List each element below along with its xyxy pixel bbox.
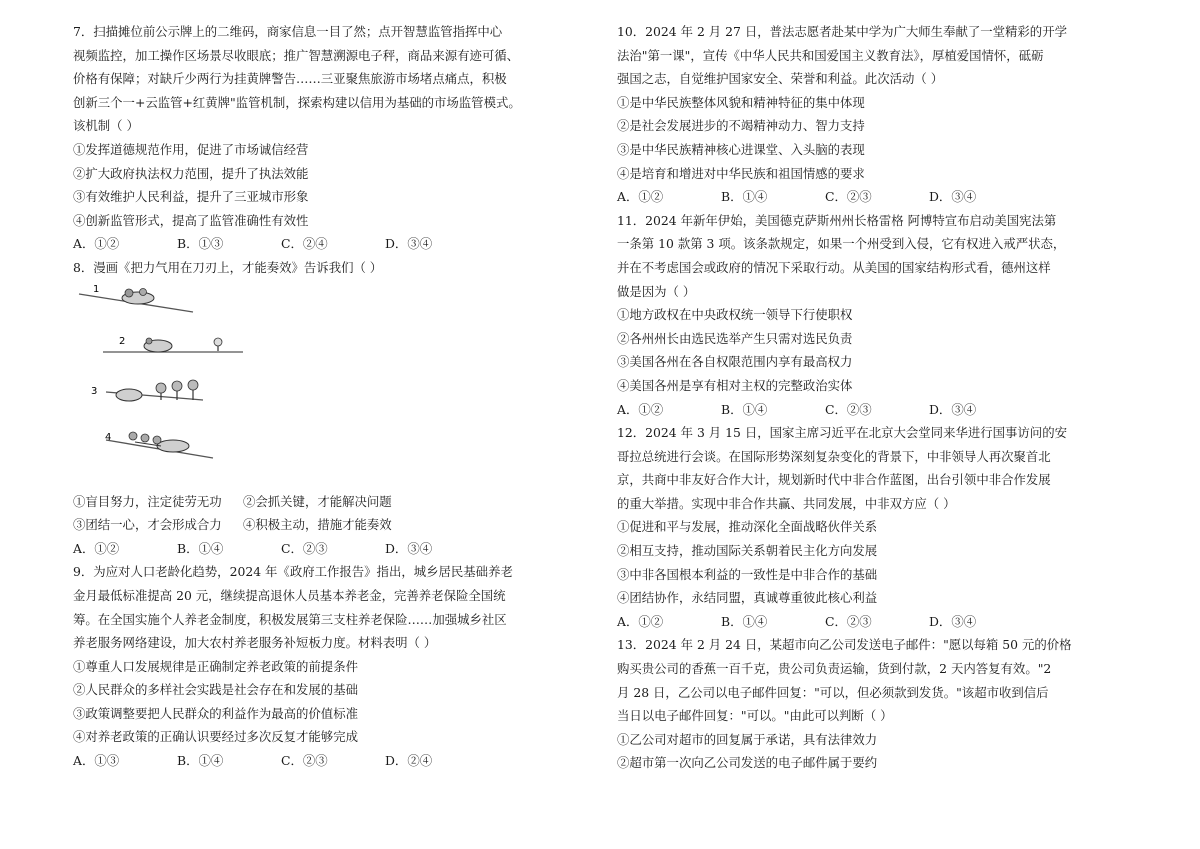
choice-b: B．①④ bbox=[721, 401, 768, 417]
choice-d: D．③④ bbox=[929, 613, 977, 629]
choice-a: A．①② bbox=[617, 613, 664, 629]
question-13 bbox=[617, 633, 1137, 775]
q11-stem-line: 11．2024 年新年伊始，美国德克萨斯州州长格雷格 阿博特宣布启动美国宪法第 bbox=[617, 212, 1057, 228]
q7-stem-line: 创新三个一+云监管+红黄牌"监管机制，探索构建以信用为基础的市场监管模式。 bbox=[73, 94, 521, 110]
q10-option: ③是中华民族精神核心进课堂、入头脑的表现 bbox=[617, 141, 865, 157]
q7-option: ③有效维护人民利益，提升了三亚城市形象 bbox=[73, 189, 309, 205]
choice-d: D．③④ bbox=[929, 401, 977, 417]
q7-choices bbox=[73, 232, 593, 256]
choice-d: D．③④ bbox=[385, 540, 433, 556]
comic-panel-number: 1 bbox=[93, 283, 100, 295]
q9-option: ③政策调整要把人民群众的利益作为最高的价值标准 bbox=[73, 705, 358, 721]
q13-stem-line: 月 28 日，乙公司以电子邮件回复："可以，但必须款到发货。"该超市收到信后 bbox=[617, 684, 1049, 700]
q8-options-row bbox=[73, 513, 593, 537]
right-column bbox=[617, 20, 1137, 775]
q12-option: ②相互支持，推动国际关系朝着民主化方向发展 bbox=[617, 543, 878, 559]
q9-stem-line: 养老服务网络建设，加大农村养老服务补短板力度。材料表明（ ） bbox=[73, 635, 437, 651]
q13-stem-line: 当日以电子邮件回复："可以。"由此可以判断（ ） bbox=[617, 708, 893, 724]
q11-option: ②各州州长由选民选举产生只需对选民负责 bbox=[617, 330, 853, 346]
q12-stem-line: 京，共商中非友好合作大计，规划新时代中非合作蓝图，出台引领中非合作发展 bbox=[617, 472, 1051, 488]
question-10 bbox=[617, 20, 1137, 209]
q11-option: ①地方政权在中央政权统一领导下行使职权 bbox=[617, 307, 853, 323]
question-8 bbox=[73, 256, 593, 560]
q7-stem-line: 视频监控，加工操作区场景尽收眼底；推广智慧溯源电子秤，商品来源有迹可循、 bbox=[73, 47, 520, 63]
q10-option: ②是社会发展进步的不竭精神动力、智力支持 bbox=[617, 118, 865, 134]
choice-d: D．③④ bbox=[929, 189, 977, 205]
q11-stem-line: 一条第 10 款第 3 项。该条款规定，如果一个州受到入侵，它有权进入戒严状态， bbox=[617, 236, 1066, 252]
choice-c: C．②③ bbox=[281, 753, 328, 769]
choice-a: A．①② bbox=[73, 236, 120, 252]
q8-choices bbox=[73, 537, 593, 561]
q12-option: ③中非各国根本利益的一致性是中非合作的基础 bbox=[617, 566, 878, 582]
q10-choices bbox=[617, 185, 1137, 209]
choice-b: B．①③ bbox=[177, 236, 224, 252]
comic-panel-number: 2 bbox=[119, 335, 126, 347]
q12-option: ④团结协作，永结同盟，真诚尊重彼此核心利益 bbox=[617, 590, 878, 606]
q8-option: ④积极主动，措施才能奏效 bbox=[243, 517, 392, 533]
question-7 bbox=[73, 20, 593, 256]
q11-stem-line: 并在不考虑国会或政府的情况下采取行动。从美国的国家结构形式看，德州这样 bbox=[617, 259, 1051, 275]
choice-a: A．①③ bbox=[73, 753, 120, 769]
q11-choices bbox=[617, 398, 1137, 422]
choice-b: B．①④ bbox=[721, 189, 768, 205]
q9-option: ②人民群众的多样社会实践是社会存在和发展的基础 bbox=[73, 682, 358, 698]
question-11 bbox=[617, 209, 1137, 421]
q8-option: ③团结一心，才会形成合力 bbox=[73, 517, 222, 533]
q7-stem-line: 7．扫描摊位前公示牌上的二维码，商家信息一目了然；点开智慧监管指挥中心 bbox=[73, 24, 503, 39]
choice-b: B．①④ bbox=[177, 540, 224, 556]
q13-option: ②超市第一次向乙公司发送的电子邮件属于要约 bbox=[617, 755, 878, 771]
choice-c: C．②③ bbox=[825, 401, 872, 417]
choice-a: A．①② bbox=[617, 401, 664, 417]
q10-stem-line: 10．2024 年 2 月 27 日，普法志愿者赴某中学为广大师生奉献了一堂精彩的开学 bbox=[617, 24, 1067, 39]
q9-stem-line: 筹。在全国实施个人养老金制度，积极发展第三支柱养老保险……加强城乡社区 bbox=[73, 611, 507, 627]
choice-c: C．②③ bbox=[281, 540, 328, 556]
q10-option: ①是中华民族整体风貌和精神特征的集中体现 bbox=[617, 94, 865, 110]
q13-stem-line: 购买贵公司的香蕉一百千克，贵公司负责运输，货到付款，2 天内答复有效。"2 bbox=[617, 661, 1052, 677]
q10-option: ④是培育和增进对中华民族和祖国情感的要求 bbox=[617, 165, 865, 181]
q8-stem: 8．漫画《把力气用在刀刃上，才能奏效》告诉我们（ ） bbox=[73, 259, 383, 275]
choice-d: D．③④ bbox=[385, 236, 433, 252]
choice-a: A．①② bbox=[73, 540, 120, 556]
q11-option: ③美国各州在各自权限范围内享有最高权力 bbox=[617, 354, 853, 370]
q7-option: ①发挥道德规范作用，促进了市场诚信经营 bbox=[73, 141, 309, 157]
question-12 bbox=[617, 421, 1137, 633]
q7-option: ②扩大政府执法权力范围，提升了执法效能 bbox=[73, 165, 309, 181]
q9-stem-line: 金月最低标准提高 20 元，继续提高退休人员基本养老金，完善养老保险全国统 bbox=[73, 587, 506, 603]
choice-c: C．②③ bbox=[825, 189, 872, 205]
comic-illustration bbox=[73, 280, 593, 490]
q9-option: ④对养老政策的正确认识要经过多次反复才能够完成 bbox=[73, 729, 358, 745]
q7-stem-line: 该机制（ ） bbox=[73, 118, 139, 134]
choice-c: C．②③ bbox=[825, 613, 872, 629]
q7-option: ④创新监管形式，提高了监管准确性有效性 bbox=[73, 212, 309, 228]
q10-stem-line: 法治"第一课"，宣传《中华人民共和国爱国主义教育法》，厚植爱国情怀，砥砺 bbox=[617, 47, 1044, 63]
q8-option: ①盲目努力，注定徒劳无功 bbox=[73, 493, 222, 509]
comic-drawing bbox=[73, 280, 273, 490]
q10-stem-line: 强国之志，自觉维护国家安全、荣誉和利益。此次活动（ ） bbox=[617, 71, 944, 87]
q12-stem-line: 的重大举措。实现中非合作共赢、共同发展，中非双方应（ ） bbox=[617, 495, 956, 511]
q8-options-row bbox=[73, 490, 593, 514]
q9-option: ①尊重人口发展规律是正确制定养老政策的前提条件 bbox=[73, 658, 358, 674]
q11-stem-line: 做是因为（ ） bbox=[617, 283, 696, 299]
q9-stem-line: 9．为应对人口老龄化趋势，2024 年《政府工作报告》指出，城乡居民基础养老 bbox=[73, 564, 513, 580]
question-9 bbox=[73, 560, 593, 772]
choice-b: B．①④ bbox=[721, 613, 768, 629]
q12-stem-line: 哥拉总统进行会谈。在国际形势深刻复杂变化的背景下，中非领导人再次聚首北 bbox=[617, 448, 1051, 464]
q13-option: ①乙公司对超市的回复属于承诺，具有法律效力 bbox=[617, 731, 878, 747]
choice-c: C．②④ bbox=[281, 236, 328, 252]
choice-a: A．①② bbox=[617, 189, 664, 205]
choice-b: B．①④ bbox=[177, 753, 224, 769]
q13-stem-line: 13．2024 年 2 月 24 日，某超市向乙公司发送电子邮件："愿以每箱 50 元的价格 bbox=[617, 637, 1072, 653]
q7-stem-line: 价格有保障；对缺斤少两行为挂黄牌警告……三亚聚焦旅游市场堵点痛点，积极 bbox=[73, 71, 507, 87]
q12-stem-line: 12．2024 年 3 月 15 日，国家主席习近平在北京大会堂同来华进行国事访问的安 bbox=[617, 425, 1067, 441]
comic-panel-number: 4 bbox=[105, 431, 112, 443]
choice-d: D．②④ bbox=[385, 753, 433, 769]
q11-option: ④美国各州是享有相对主权的完整政治实体 bbox=[617, 377, 853, 393]
q9-choices bbox=[73, 749, 593, 773]
q12-choices bbox=[617, 610, 1137, 634]
left-column bbox=[73, 20, 593, 773]
q12-option: ①促进和平与发展，推动深化全面战略伙伴关系 bbox=[617, 519, 878, 535]
comic-panel-number: 3 bbox=[91, 385, 98, 397]
q8-option: ②会抓关键，才能解决问题 bbox=[243, 493, 392, 509]
